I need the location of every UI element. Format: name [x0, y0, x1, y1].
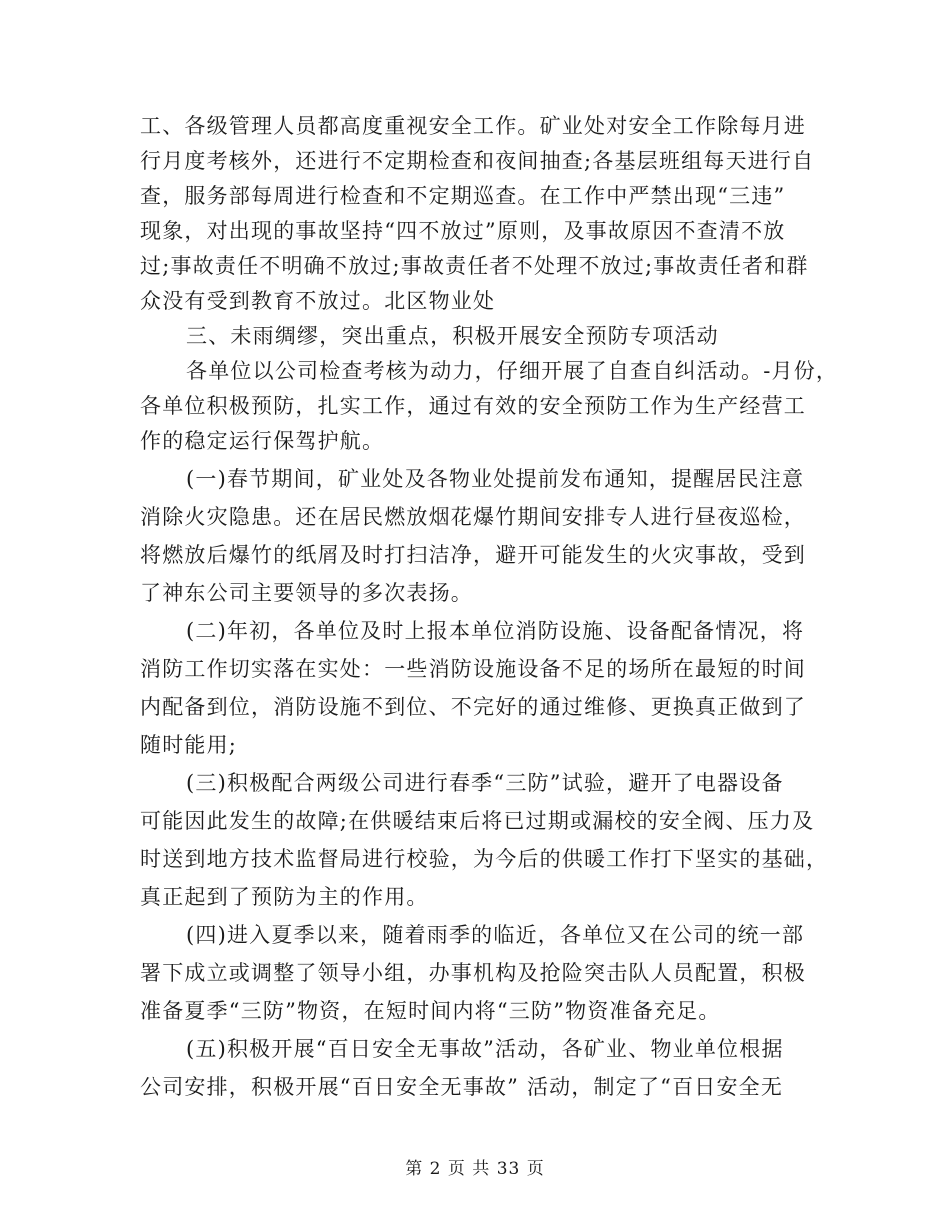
- text-line: 署下成立或调整了领导小组，办事机构及抢险突击队人员配置，积极: [140, 961, 806, 985]
- text-line: 了神东公司主要领导的多次表扬。: [140, 581, 473, 605]
- text-line: 真正起到了预防为主的作用。: [140, 885, 429, 909]
- page-number: 第 2 页 共 33 页: [405, 1159, 545, 1179]
- text-line: 消除火灾隐患。还在居民燃放烟花爆竹期间安排专人进行昼夜巡检，: [140, 505, 806, 529]
- text-line: 将燃放后爆竹的纸屑及时打扫洁净，避开可能发生的火灾事故，受到: [140, 543, 806, 567]
- text-line: 查，服务部每周进行检查和不定期巡查。在工作中严禁出现“三违”: [140, 184, 786, 208]
- text-line: 过;事故责任不明确不放过;事故责任者不处理不放过;事故责任者和群: [140, 254, 809, 278]
- text-line: 各单位积极预防，扎实工作，通过有效的安全预防工作为生产经营工: [140, 394, 806, 418]
- text-line: 内配备到位，消防设施不到位、不完好的通过维修、更换真正做到了: [140, 695, 806, 719]
- text-line: (一)春节期间，矿业处及各物业处提前发布通知，提醒居民注意: [186, 467, 805, 491]
- text-line: (五)积极开展“百日安全无事故”活动，各矿业、物业单位根据: [186, 1037, 784, 1061]
- text-line: (四)进入夏季以来，随着雨季的临近，各单位又在公司的统一部: [186, 923, 805, 947]
- text-line: 时送到地方技术监督局进行校验，为今后的供暖工作打下坚实的基础，: [140, 847, 829, 871]
- text-line: 行月度考核外，还进行不定期检查和夜间抽查;各基层班组每天进行自: [140, 149, 815, 173]
- text-line: 可能因此发生的故障;在供暖结束后将已过期或漏校的安全阀、压力及: [140, 809, 815, 833]
- text-line: 各单位以公司检查考核为动力，仔细开展了自查自纠活动。-月份，: [186, 359, 839, 383]
- text-line: 现象，对出现的事故坚持“四不放过”原则，及事故原因不查清不放: [140, 219, 786, 243]
- text-line: 准备夏季“三防”物资，在短时间内将“三防”物资准备充足。: [140, 999, 721, 1023]
- text-line: 消防工作切实落在实处：一些消防设施设备不足的场所在最短的时间: [140, 657, 806, 681]
- text-line: 众没有受到教育不放过。北区物业处: [140, 289, 496, 313]
- text-line: (二)年初，各单位及时上报本单位消防设施、设备配备情况，将: [186, 619, 805, 643]
- section-heading: 三、未雨绸缪，突出重点，积极开展安全预防专项活动: [186, 324, 719, 348]
- text-line: (三)积极配合两级公司进行春季“三防”试验，避开了电器设备: [186, 771, 784, 795]
- text-line: 公司安排，积极开展“百日安全无事故” 活动，制定了“百日安全无: [140, 1075, 784, 1099]
- text-line: 工、各级管理人员都高度重视安全工作。矿业处对安全工作除每月进: [140, 114, 806, 138]
- text-line: 随时能用;: [140, 733, 238, 757]
- text-line: 作的稳定运行保驾护航。: [140, 429, 385, 453]
